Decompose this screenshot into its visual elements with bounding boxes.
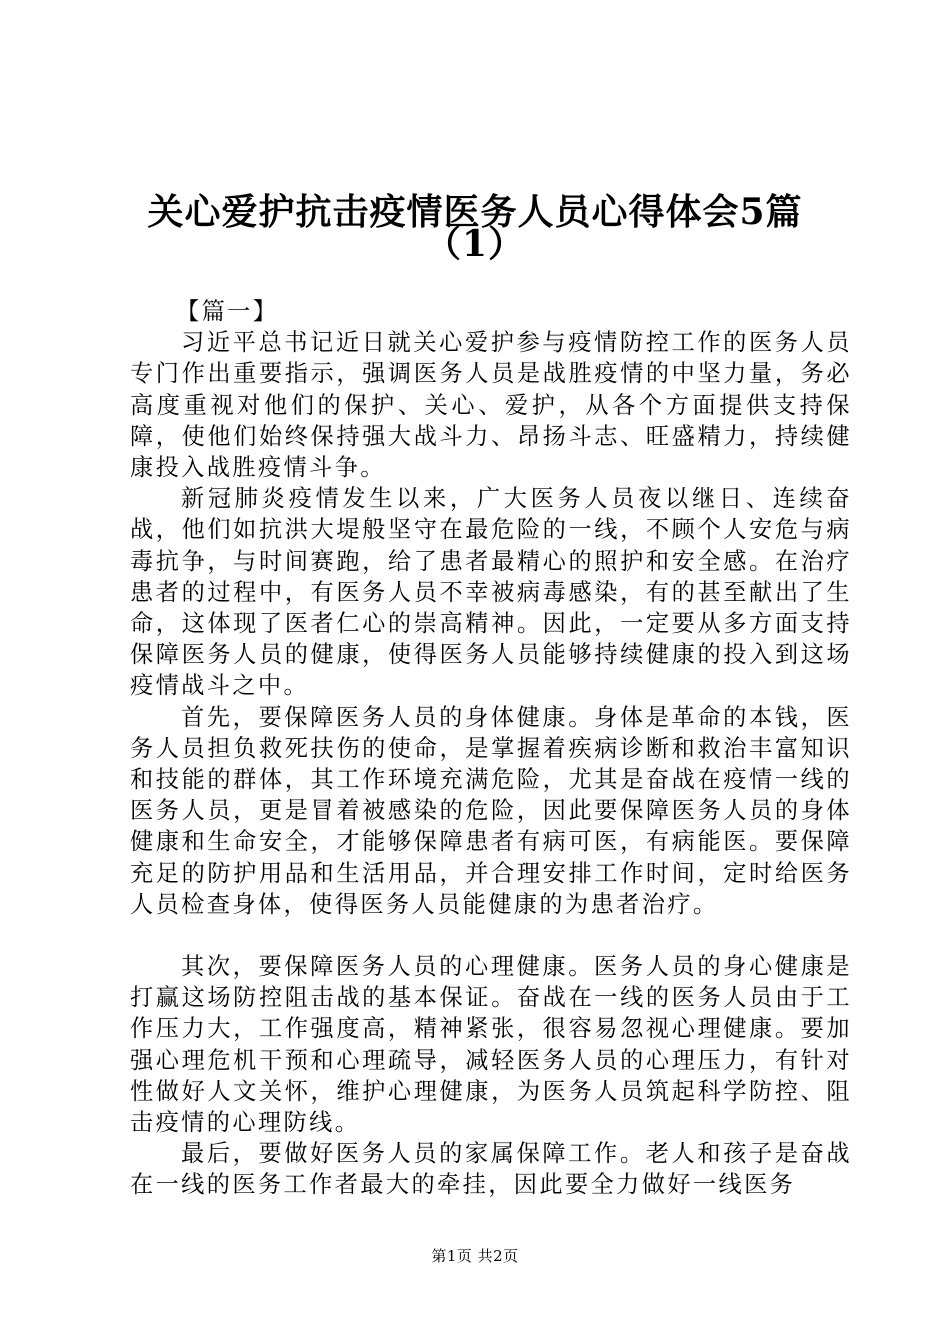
document-title: 关心爱护抗击疫情医务人员心得体会5篇 — [147, 191, 803, 233]
paragraph-3: 首先，要保障医务人员的身体健康。身体是革命的本钱，医务人员担负救死扶伤的使命，是掌握着疾病诊断和救治丰富知识和技能的群体，其工作环境充满危险，尤其是奋战在疫情一线的医务人员，更是冒着被感染的危险，因此要保障医务人员的身体健康和生命安全，才能够保障患者有病可医，有病能医。要保障充足的防护用品和生活用品，并合理安排工作时间，定时给医务人员检查身体，使得医务人员能健康的为患者治疗。 — [130, 703, 852, 918]
paragraph-1: 习近平总书记近日就关心爱护参与疫情防控工作的医务人员专门作出重要指示，强调医务人员是战胜疫情的中坚力量，务必高度重视对他们的保护、关心、爱护，从各个方面提供支持保障，使他们始终保持强大战斗力、昂扬斗志、旺盛精力，持续健康投入战胜疫情斗争。 — [130, 329, 852, 482]
document-body — [130, 296, 852, 1201]
paragraph-2: 新冠肺炎疫情发生以来，广大医务人员夜以继日、连续奋战，他们如抗洪大堤般坚守在最危险的一线，不顾个人安危与病毒抗争，与时间赛跑，给了患者最精心的照护和安全感。在治疗患者的过程中，有医务人员不幸被病毒感染，有的甚至献出了生命，这体现了医者仁心的崇高精神。因此，一定要从多方面支持保障医务人员的健康，使得医务人员能够持续健康的投入到这场疫情战斗之中。 — [130, 485, 852, 700]
document-title-number: （1） — [424, 223, 526, 265]
paragraph-4: 其次，要保障医务人员的心理健康。医务人员的身心健康是打赢这场防控阻击战的基本保证。奋战在一线的医务人员由于工作压力大，工作强度高，精神紧张，很容易忽视心理健康。要加强心理危机干预和心理疏导，减轻医务人员的心理压力，有针对性做好人文关怀，维护心理健康，为医务人员筑起科学防控、阻击疫情的心理防线。 — [130, 953, 852, 1137]
paragraph-5: 最后，要做好医务人员的家属保障工作。老人和孩子是奋战在一线的医务工作者最大的牵挂，因此要全力做好一线医务 — [130, 1140, 852, 1199]
page-footer: 第1页 共2页 — [431, 1247, 519, 1265]
section-label: 【篇一】 — [176, 298, 279, 325]
